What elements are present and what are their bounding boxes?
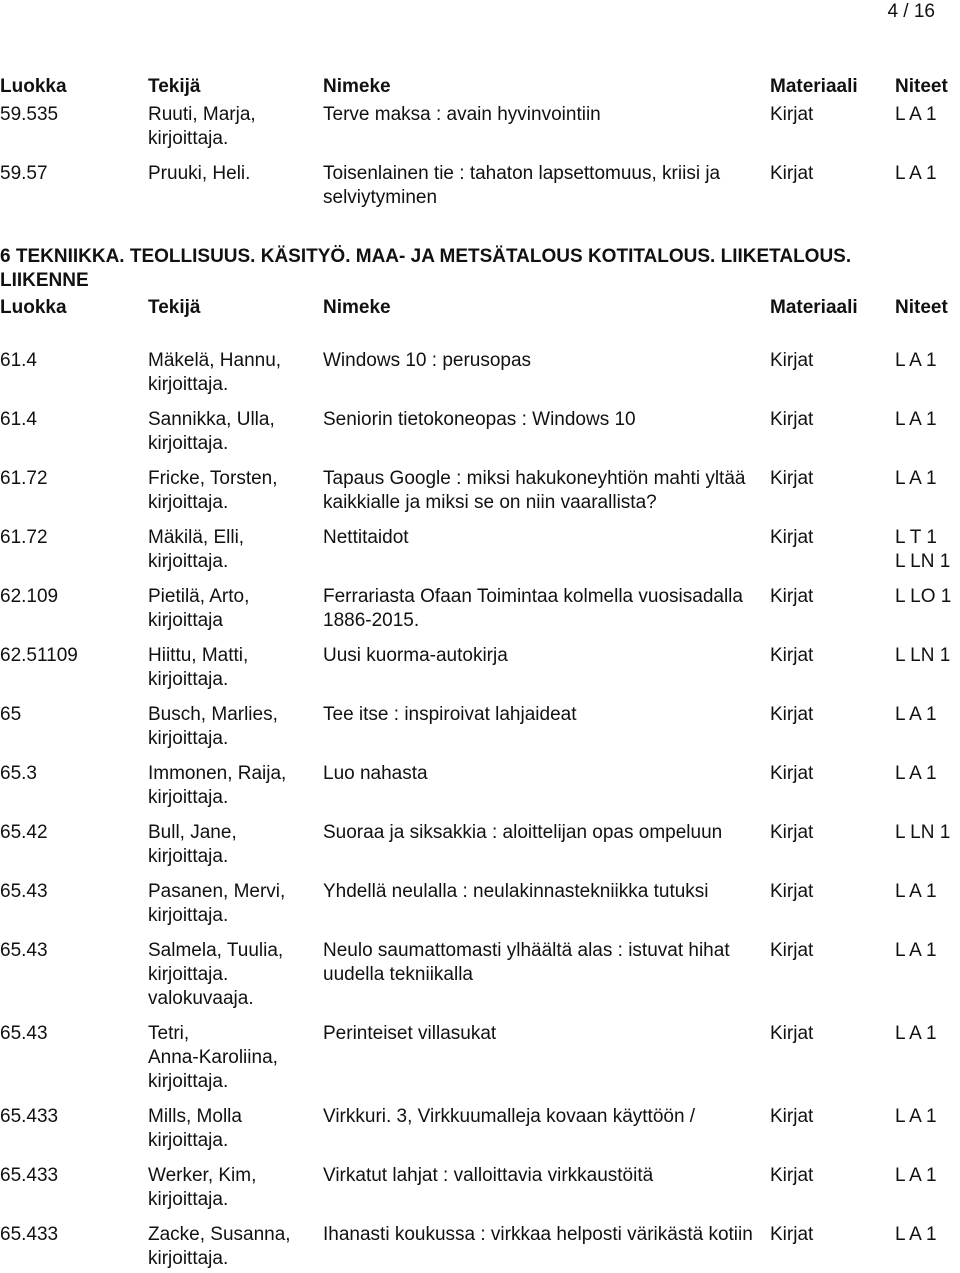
cell-notes: L A 1 [895, 163, 937, 184]
cell-material: Kirjat [770, 586, 814, 607]
cell-notes: L T 1 L LN 1 [895, 527, 951, 572]
cell-title: Yhdellä neulalla : neulakinnastekniikka tutuksi [323, 881, 709, 902]
cell-material: Kirjat [770, 1224, 814, 1245]
table-row [0, 703, 960, 751]
cell-title: Perinteiset villasukat [323, 1023, 497, 1044]
cell-class: 59.535 [0, 104, 59, 125]
cell-author: Pietilä, Arto, kirjoittaja [148, 586, 250, 631]
cell-author: Busch, Marlies, kirjoittaja. [148, 704, 278, 749]
cell-notes: L A 1 [895, 1106, 937, 1127]
cell-material: Kirjat [770, 822, 814, 843]
cell-title: Nettitaidot [323, 527, 409, 548]
table-row [0, 467, 960, 515]
table-row [0, 1105, 960, 1153]
cell-notes: L A 1 [895, 409, 937, 430]
cell-class: 61.72 [0, 468, 48, 489]
column-header-notes: Niteet [895, 76, 948, 97]
cell-class: 65.433 [0, 1224, 59, 1245]
cell-notes: L A 1 [895, 881, 937, 902]
cell-notes: L A 1 [895, 704, 937, 725]
column-header-class: Luokka [0, 76, 67, 97]
cell-material: Kirjat [770, 1023, 814, 1044]
table-row [0, 939, 960, 1011]
cell-author: Immonen, Raija, kirjoittaja. [148, 763, 287, 808]
cell-notes: L A 1 [895, 763, 937, 784]
cell-class: 65.43 [0, 940, 48, 961]
cell-material: Kirjat [770, 763, 814, 784]
cell-author: Mäkilä, Elli, kirjoittaja. [148, 527, 245, 572]
table-row [0, 408, 960, 456]
cell-notes: L A 1 [895, 104, 937, 125]
table-row [0, 880, 960, 928]
cell-class: 65.433 [0, 1165, 59, 1186]
cell-notes: L LN 1 [895, 822, 951, 843]
column-header-title: Nimeke [323, 76, 391, 97]
cell-notes: L LN 1 [895, 645, 951, 666]
cell-notes: L A 1 [895, 940, 937, 961]
column-header-notes: Niteet [895, 297, 948, 318]
column-header-author: Tekijä [148, 76, 201, 97]
cell-class: 61.4 [0, 350, 37, 371]
table-row [0, 162, 960, 210]
cell-author: Sannikka, Ulla, kirjoittaja. [148, 409, 275, 454]
cell-notes: L A 1 [895, 1023, 937, 1044]
cell-author: Salmela, Tuulia, kirjoittaja. valokuvaaja. [148, 940, 284, 1009]
column-header-class: Luokka [0, 297, 67, 318]
table-row [0, 821, 960, 869]
cell-title: Tee itse : inspiroivat lahjaideat [323, 704, 577, 725]
cell-notes: L A 1 [895, 468, 937, 489]
cell-class: 61.72 [0, 527, 48, 548]
table-row [0, 1164, 960, 1212]
cell-author: Pasanen, Mervi, kirjoittaja. [148, 881, 286, 926]
cell-material: Kirjat [770, 468, 814, 489]
cell-material: Kirjat [770, 1106, 814, 1127]
cell-material: Kirjat [770, 881, 814, 902]
section-heading: 6 TEKNIIKKA. TEOLLISUUS. KÄSITYÖ. MAA- JA METSÄTALOUS KOTITALOUS. LIIKETALOUS. LIIKENNE [0, 246, 852, 291]
cell-title: Ihanasti koukussa : virkkaa helposti värikästä kotiin [323, 1224, 753, 1245]
cell-class: 59.57 [0, 163, 48, 184]
cell-title: Tapaus Google : miksi hakukoneyhtiön mahti yltää kaikkialle ja miksi se on niin vaarallista? [323, 468, 746, 513]
cell-material: Kirjat [770, 940, 814, 961]
column-header-material: Materiaali [770, 76, 858, 97]
cell-class: 62.109 [0, 586, 59, 607]
cell-title: Uusi kuorma-autokirja [323, 645, 508, 666]
cell-material: Kirjat [770, 645, 814, 666]
cell-material: Kirjat [770, 163, 814, 184]
cell-title: Windows 10 : perusopas [323, 350, 532, 371]
cell-author: Pruuki, Heli. [148, 163, 251, 184]
table-row [0, 762, 960, 810]
cell-material: Kirjat [770, 409, 814, 430]
table-row [0, 644, 960, 692]
table-row [0, 349, 960, 397]
cell-material: Kirjat [770, 704, 814, 725]
cell-notes: L A 1 [895, 350, 937, 371]
cell-notes: L A 1 [895, 1165, 937, 1186]
cell-author: Fricke, Torsten, kirjoittaja. [148, 468, 278, 513]
column-header-author: Tekijä [148, 297, 201, 318]
cell-title: Toisenlainen tie : tahaton lapsettomuus, kriisi ja selviytyminen [323, 163, 721, 208]
cell-title: Seniorin tietokoneopas : Windows 10 [323, 409, 636, 430]
cell-author: Hiittu, Matti, kirjoittaja. [148, 645, 249, 690]
cell-class: 65.42 [0, 822, 48, 843]
table-header [0, 296, 960, 344]
cell-class: 65.433 [0, 1106, 59, 1127]
cell-title: Virkkuri. 3, Virkkuumalleja kovaan käyttöön / [323, 1106, 696, 1127]
cell-material: Kirjat [770, 104, 814, 125]
cell-title: Suoraa ja siksakkia : aloittelijan opas ompeluun [323, 822, 723, 843]
cell-title: Terve maksa : avain hyvinvointiin [323, 104, 601, 125]
table-row [0, 1223, 960, 1271]
cell-author: Werker, Kim, kirjoittaja. [148, 1165, 257, 1210]
cell-author: Ruuti, Marja, kirjoittaja. [148, 104, 256, 149]
cell-author: Zacke, Susanna, kirjoittaja. [148, 1224, 291, 1269]
cell-title: Virkatut lahjat : valloittavia virkkaustöitä [323, 1165, 654, 1186]
table-row [0, 526, 960, 574]
cell-class: 65.43 [0, 881, 48, 902]
cell-author: Mills, Molla kirjoittaja. [148, 1106, 242, 1151]
column-header-title: Nimeke [323, 297, 391, 318]
cell-title: Luo nahasta [323, 763, 428, 784]
cell-class: 65.43 [0, 1023, 48, 1044]
cell-notes: L LO 1 [895, 586, 952, 607]
column-header-material: Materiaali [770, 297, 858, 318]
cell-class: 61.4 [0, 409, 37, 430]
cell-author: Mäkelä, Hannu, kirjoittaja. [148, 350, 282, 395]
cell-class: 65.3 [0, 763, 37, 784]
cell-title: Neulo saumattomasti ylhäältä alas : istuvat hihat uudella tekniikalla [323, 940, 730, 985]
cell-material: Kirjat [770, 1165, 814, 1186]
table-row [0, 1022, 960, 1094]
cell-title: Ferrariasta Ofaan Toimintaa kolmella vuosisadalla 1886-2015. [323, 586, 743, 631]
cell-author: Tetri, Anna-Karoliina, kirjoittaja. [148, 1023, 278, 1092]
cell-material: Kirjat [770, 350, 814, 371]
cell-notes: L A 1 [895, 1224, 937, 1245]
table-row [0, 585, 960, 633]
page-number: 4 / 16 [887, 1, 935, 22]
cell-material: Kirjat [770, 527, 814, 548]
cell-author: Bull, Jane, kirjoittaja. [148, 822, 237, 867]
cell-class: 65 [0, 704, 22, 725]
cell-class: 62.51109 [0, 645, 78, 666]
table-row [0, 103, 960, 151]
